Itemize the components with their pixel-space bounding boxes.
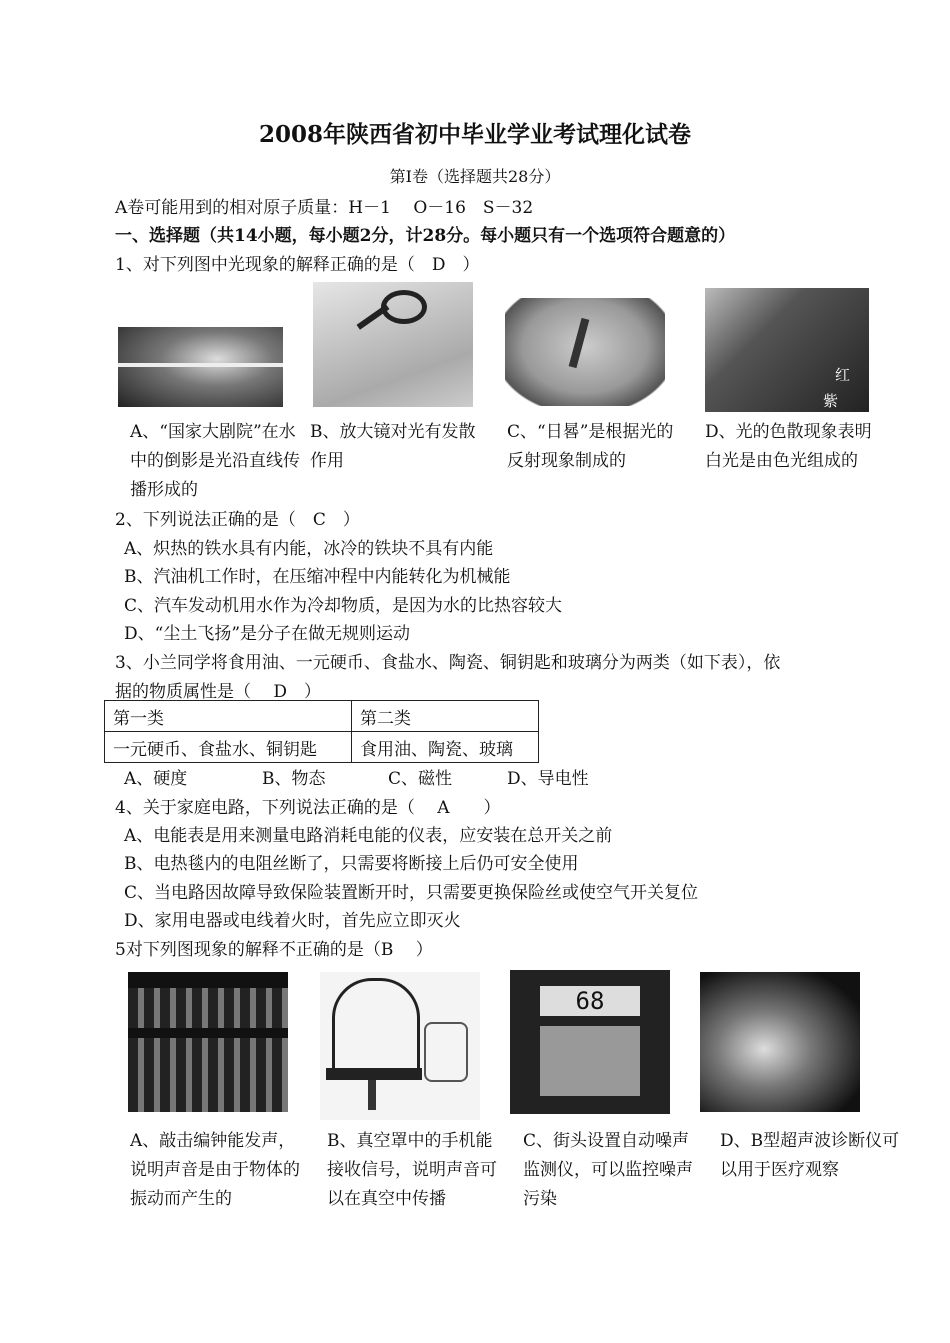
table-header-cell: 第一类 [105,701,352,732]
page-title: 2008年陕西省初中毕业学业考试理化试卷 [258,121,691,148]
q2-option-a: A、炽热的铁水具有内能，冰冷的铁块不具有内能 [124,539,494,559]
part-subtitle: 第I卷（选择题共28分） [389,167,561,186]
q5-image-c-noise-meter [510,970,670,1114]
q1-image-a-theater-reflection [118,327,283,407]
section-heading: 一、选择题（共14小题，每小题2分，计28分。每小题只有一个选项符合题意的） [115,226,736,246]
label-violet: 紫 [823,392,839,410]
q1-image-c-sundial [505,298,665,406]
atomic-mass-note: A卷可能用到的相对原子质量：H－1 O－16 S－32 [115,198,534,218]
q4-option-d: D、家用电器或电线着火时，首先应立即灭火 [124,911,461,931]
q2-stem: 2、下列说法正确的是（ C ） [115,510,360,530]
q1-stem: 1、对下列图中光现象的解释正确的是（ D ） [115,255,480,275]
q4-option-a: A、电能表是用来测量电路消耗电能的仪表，应安装在总开关之前 [124,826,613,846]
q3-option-c: C、磁性 [388,769,453,789]
table-cell: 一元硬币、食盐水、铜钥匙 [105,732,352,763]
q4-option-c: C、当电路因故障导致保险装置断开时，只需要更换保险丝或使空气开关复位 [124,883,699,903]
q5-caption-b: B、真空罩中的手机能接收信号，说明声音可以在真空中传播 [327,1131,497,1209]
q5-stem: 5对下列图现象的解释不正确的是（B ） [115,940,433,960]
q1-caption-c: C、“日晷”是根据光的反射现象制成的 [507,422,674,471]
q5-image-a-chime-bells [128,972,288,1112]
q3-option-a: A、硬度 [124,769,188,789]
q2-option-c: C、汽车发动机用水作为冷却物质，是因为水的比热容较大 [124,596,563,616]
q3-stem-line2: 据的物质属性是（ D ） [115,682,322,702]
classification-table [104,700,539,763]
q3-option-b: B、物态 [262,769,326,789]
label-red: 红 [835,366,851,384]
q2-option-b: B、汽油机工作时，在压缩冲程中内能转化为机械能 [124,567,511,587]
q5-caption-d: D、B型超声波诊断仪可以用于医疗观察 [720,1131,900,1180]
q5-image-d-ultrasound [700,972,860,1112]
q1-caption-a: A、“国家大剧院”在水中的倒影是光沿直线传播形成的 [130,422,300,500]
noise-meter-display: 68 [540,986,640,1016]
table-cell: 食用油、陶瓷、玻璃 [352,732,539,763]
q5-caption-a: A、敲击编钟能发声，说明声音是由于物体的振动而产生的 [130,1131,300,1209]
table-header-cell: 第二类 [352,701,539,732]
q2-option-d: D、“尘土飞扬”是分子在做无规则运动 [124,624,411,644]
q3-stem-line1: 3、小兰同学将食用油、一元硬币、食盐水、陶瓷、铜钥匙和玻璃分为两类（如下表），依 [115,653,781,673]
q4-stem: 4、关于家庭电路，下列说法正确的是（ A ） [115,798,501,818]
q1-image-d-dispersion [705,288,869,412]
q4-option-b: B、电热毯内的电阻丝断了，只需要将断接上后仍可安全使用 [124,854,579,874]
q5-caption-c: C、街头设置自动噪声监测仪，可以监控噪声污染 [523,1131,693,1209]
q1-image-b-magnifier [313,282,473,407]
q1-caption-b: B、放大镜对光有发散作用 [310,422,476,471]
q3-option-d: D、导电性 [507,769,589,789]
q5-image-b-vacuum-bell [320,972,480,1120]
q1-caption-d: D、光的色散现象表明白光是由色光组成的 [705,422,872,471]
